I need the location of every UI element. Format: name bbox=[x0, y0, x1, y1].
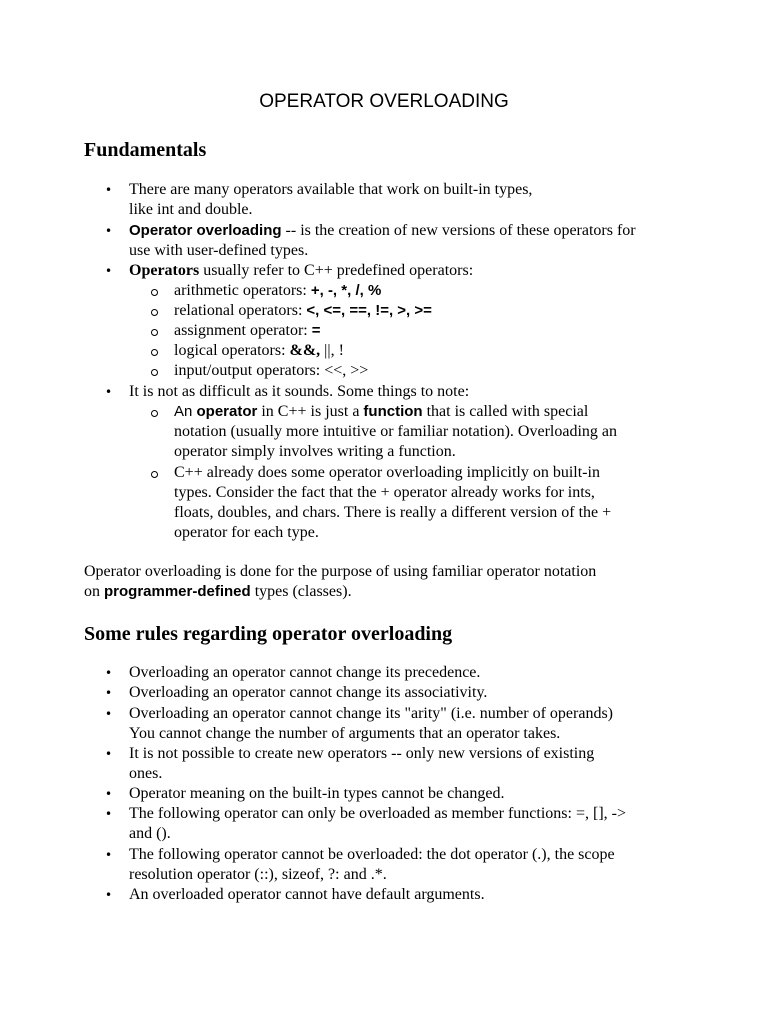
sub-bullet-marker bbox=[151, 309, 158, 316]
bullet-marker: • bbox=[105, 888, 113, 902]
bullet-marker: • bbox=[105, 264, 113, 278]
bullet-text bbox=[129, 261, 669, 281]
bullet-marker: • bbox=[105, 848, 113, 862]
rule-text: The following operator cannot be overloaded: the dot operator (.), the scope bbox=[129, 846, 615, 863]
sub-bullet-text bbox=[174, 361, 674, 381]
bullet-marker: • bbox=[105, 747, 113, 761]
bullet-marker: • bbox=[105, 183, 113, 197]
op-tail: ||, ! bbox=[320, 342, 344, 359]
op-label: relational operators: bbox=[174, 302, 307, 319]
op-value: <, <=, ==, !=, >, >= bbox=[306, 302, 432, 319]
op-label: input/output operators: bbox=[174, 362, 325, 379]
paragraph-part: types (classes). bbox=[250, 583, 352, 600]
bullet-marker: • bbox=[105, 787, 113, 801]
paragraph-part: on bbox=[84, 583, 104, 600]
bullet-text-rest: -- is the creation of new versions of these operators for bbox=[281, 222, 636, 239]
bullet-text: use with user-defined types. bbox=[129, 242, 309, 259]
rule-text: ones. bbox=[129, 765, 163, 782]
bullet-text: It is not as difficult as it sounds. Some things to note: bbox=[129, 383, 470, 400]
bullet-text-rest: usually refer to C++ predefined operators: bbox=[199, 262, 474, 279]
op-value: = bbox=[311, 322, 321, 339]
sub-bullet-text bbox=[174, 321, 674, 341]
op-label: arithmetic operators: bbox=[174, 282, 311, 299]
rule-text: The following operator can only be overloaded as member functions: =, [], -> bbox=[129, 805, 626, 822]
term-function: function bbox=[363, 403, 423, 420]
sub-bullet-marker bbox=[151, 410, 158, 417]
term-operator: operator bbox=[196, 403, 258, 420]
rule-text: Overloading an operator cannot change its associativity. bbox=[129, 684, 488, 701]
sub-bullet-marker bbox=[151, 289, 158, 296]
document-title: OPERATOR OVERLOADING bbox=[259, 91, 509, 112]
term-operators: Operators bbox=[129, 262, 200, 279]
heading-rules: Some rules regarding operator overloading bbox=[84, 623, 453, 645]
bullet-marker: • bbox=[105, 666, 113, 680]
op-value: +, -, *, /, % bbox=[310, 282, 382, 299]
heading-fundamentals: Fundamentals bbox=[84, 139, 207, 161]
rule-text: It is not possible to create new operators -- only new versions of existing bbox=[129, 745, 595, 762]
rule-text: Overloading an operator cannot change its precedence. bbox=[129, 664, 481, 681]
bullet-marker: • bbox=[105, 385, 113, 399]
note-text: C++ already does some operator overloading implicitly on built-in bbox=[174, 464, 600, 481]
note-text-part: in C++ is just a bbox=[257, 403, 364, 420]
bullet-text: There are many operators available that work on built-in types, bbox=[129, 181, 533, 198]
note-text: operator for each type. bbox=[174, 524, 319, 541]
bullet-text: like int and double. bbox=[129, 201, 253, 218]
note-text: types. Consider the fact that the + operator already works for ints, bbox=[174, 484, 595, 501]
op-label: logical operators: bbox=[174, 342, 290, 359]
op-label: assignment operator: bbox=[174, 322, 312, 339]
rule-text: resolution operator (::), sizeof, ?: and .*. bbox=[129, 866, 387, 883]
note-text-part: An bbox=[174, 403, 197, 420]
rule-text: and (). bbox=[129, 825, 171, 842]
note-text bbox=[174, 402, 674, 422]
bullet-marker: • bbox=[105, 807, 113, 821]
note-text: notation (usually more intuitive or familiar notation). Overloading an bbox=[174, 423, 617, 440]
paragraph-text bbox=[84, 582, 684, 602]
sub-bullet-marker bbox=[151, 369, 158, 376]
sub-bullet-marker bbox=[151, 329, 158, 336]
bullet-marker: • bbox=[105, 224, 113, 238]
bullet-marker: • bbox=[105, 686, 113, 700]
note-text: floats, doubles, and chars. There is really a different version of the + bbox=[174, 504, 612, 521]
note-text: operator simply involves writing a function. bbox=[174, 443, 456, 460]
rule-text: Overloading an operator cannot change its "arity" (i.e. number of operands) bbox=[129, 705, 613, 722]
sub-bullet-text bbox=[174, 301, 674, 321]
term-operator-overloading: Operator overloading bbox=[129, 222, 282, 239]
op-value: &&, bbox=[289, 342, 321, 359]
op-value: <<, >> bbox=[324, 362, 369, 379]
sub-bullet-marker bbox=[151, 349, 158, 356]
paragraph-text: Operator overloading is done for the purpose of using familiar operator notation bbox=[84, 563, 597, 580]
note-text-part: that is called with special bbox=[422, 403, 589, 420]
sub-bullet-text bbox=[174, 341, 674, 361]
rule-text: Operator meaning on the built-in types cannot be changed. bbox=[129, 785, 505, 802]
bullet-marker: • bbox=[105, 707, 113, 721]
sub-bullet-marker bbox=[151, 471, 158, 478]
rule-text: An overloaded operator cannot have default arguments. bbox=[129, 886, 485, 903]
sub-bullet-text bbox=[174, 281, 674, 301]
bullet-text bbox=[129, 221, 669, 241]
rule-text: You cannot change the number of arguments that an operator takes. bbox=[129, 725, 561, 742]
term-programmer-defined: programmer-defined bbox=[104, 583, 251, 600]
